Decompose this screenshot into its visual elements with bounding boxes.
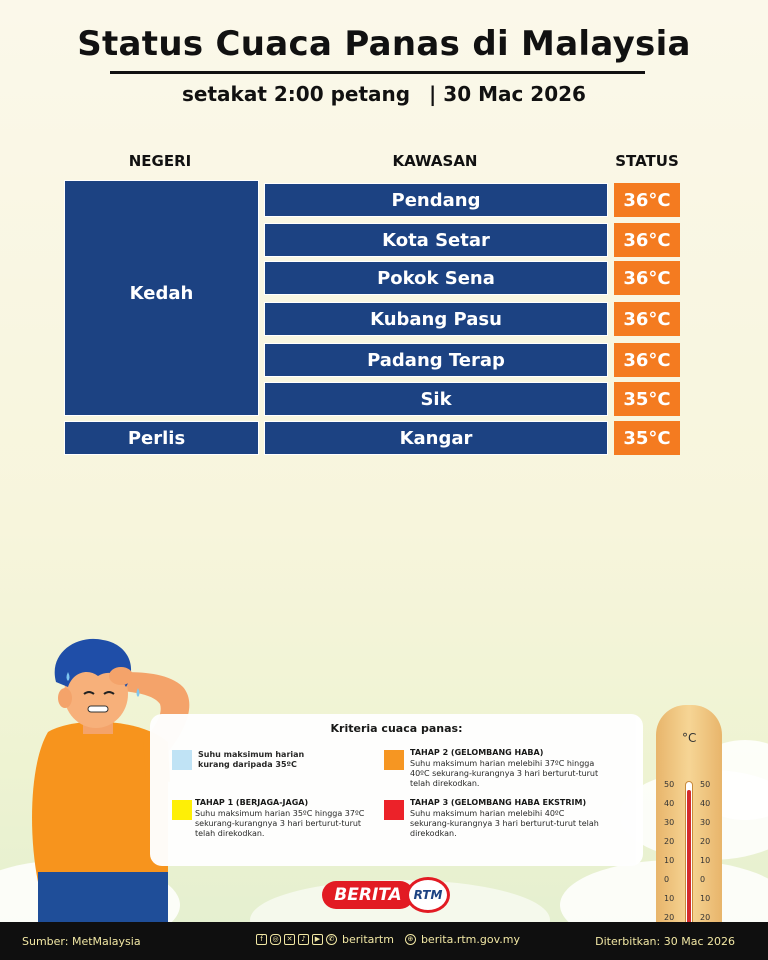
social-handle[interactable]: beritartm [342,933,394,946]
column-header-status: STATUS [615,152,679,170]
temperature-badge [614,183,680,217]
area-label: Kota Setar [382,229,490,251]
area-cell [264,183,608,217]
thermometer-scale-right: 50 40 30 20 10 0 10 20 [700,780,711,922]
area-label: Kangar [399,427,473,449]
logo-rtm-badge: RTM [406,877,450,913]
legend-swatch-level-2 [384,750,404,770]
legend-text-normal: Suhu maksimum harian kurang daripada 35ºC [198,750,305,769]
area-cell [264,421,608,455]
berita-rtm-logo [322,877,450,913]
footer-source: Sumber: MetMalaysia [22,935,141,948]
temperature-value: 36°C [623,349,671,371]
thermometer-illustration [656,705,722,927]
legend-swatch-normal [172,750,192,770]
footer-social [256,933,520,946]
state-label: Kedah [129,282,194,304]
title-divider [110,71,645,74]
area-cell [264,302,608,336]
legend-swatch-level-1 [172,800,192,820]
area-label: Pendang [391,189,481,211]
temperature-badge [614,223,680,257]
area-label: Sik [420,388,452,410]
temperature-value: 36°C [623,267,671,289]
area-label: Kubang Pasu [370,308,502,330]
logo-berita-pill: BERITA [322,881,414,909]
state-cell-perlis [64,421,259,455]
website-link[interactable]: berita.rtm.gov.my [420,933,520,946]
thermometer-unit: °C [682,731,697,745]
legend-heading-level-2: TAHAP 2 (GELOMBANG HABA) [410,748,544,757]
column-header-area: KAWASAN [392,152,478,170]
whatsapp-icon[interactable]: ✆ [326,934,337,945]
thermometer-mercury [687,790,691,926]
area-label: Pokok Sena [377,267,495,289]
thermometer-scale-left: 50 40 30 20 10 0 10 20 [664,780,675,922]
legend-swatch-level-3 [384,800,404,820]
area-cell [264,223,608,257]
x-icon[interactable]: ✕ [284,934,295,945]
temperature-value: 36°C [623,308,671,330]
temperature-value: 36°C [623,229,671,251]
legend-text-level-1: Suhu maksimum harian 35ºC hingga 37ºC sekurang-kurangnya 3 hari berturut-turut telah direkodkan. [195,809,365,838]
area-cell [264,382,608,416]
thermometer-tube [685,781,693,927]
temperature-value: 35°C [623,388,671,410]
state-cell-kedah [64,180,259,416]
legend-text-level-2: Suhu maksimum harian melebihi 37ºC hingga 40ºC sekurang-kurangnya 3 hari berturut-turut telah direkodkan. [410,759,599,788]
column-header-state: NEGERI [128,152,192,170]
legend-card [150,714,643,866]
globe-icon: ⊕ [405,934,416,945]
update-time: setakat 2:00 petang [182,82,411,106]
page-subtitle [0,82,768,106]
update-date: | 30 Mac 2026 [429,82,586,106]
youtube-icon[interactable]: ▶ [312,934,323,945]
page-title: Status Cuaca Panas di Malaysia [77,24,691,64]
footer-bar [0,922,768,960]
facebook-icon[interactable]: f [256,934,267,945]
area-label: Padang Terap [367,349,505,371]
temperature-badge [614,261,680,295]
tiktok-icon[interactable]: ♪ [298,934,309,945]
temperature-badge [614,302,680,336]
legend-heading-level-1: TAHAP 1 (BERJAGA-JAGA) [195,798,309,807]
instagram-icon[interactable]: ◎ [270,934,281,945]
temperature-value: 35°C [623,427,671,449]
area-cell [264,343,608,377]
legend-title: Kriteria cuaca panas: [330,722,463,735]
temperature-badge [614,343,680,377]
legend-heading-level-3: TAHAP 3 (GELOMBANG HABA EKSTRIM) [410,798,587,807]
area-cell [264,261,608,295]
footer-published: Diterbitkan: 30 Mac 2026 [595,935,735,948]
temperature-badge [614,421,680,455]
legend-text-level-3: Suhu maksimum harian melebihi 40ºC sekurang-kurangnya 3 hari berturut-turut telah direkodkan. [410,809,599,838]
temperature-badge [614,382,680,416]
state-label: Perlis [127,427,186,449]
temperature-value: 36°C [623,189,671,211]
